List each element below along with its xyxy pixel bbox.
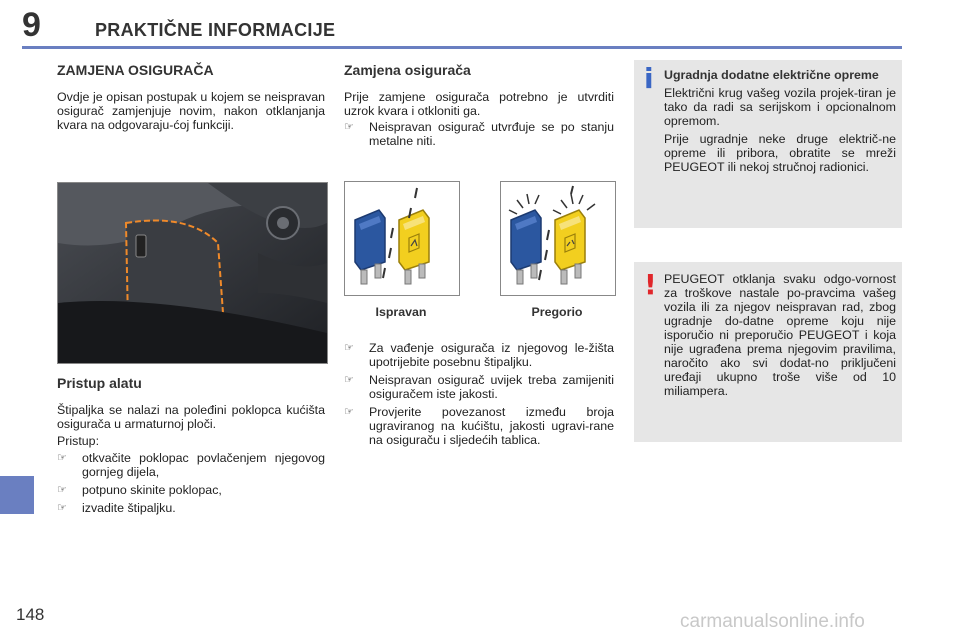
spark-icon	[509, 194, 595, 214]
list-item: ☞ Provjerite povezanost između broja ugraviranog na kućištu, jakosti ugravi-rane na osiguraču i sljedećih tablica.	[344, 405, 614, 447]
list-item: ☞ potpuno skinite poklopac,	[57, 483, 222, 497]
page-number: 148	[16, 605, 45, 624]
label-fuse-blown: Pregorio	[531, 305, 583, 319]
replacement-steps-list	[344, 341, 614, 447]
fuse-box-location-photo	[57, 182, 328, 364]
watermark: carmanualsonline.info	[680, 611, 865, 632]
dashboard-illustration	[58, 183, 327, 363]
access-steps-list	[57, 451, 325, 515]
fuse-ok-illustration	[344, 181, 460, 296]
pointing-hand-icon: ☞	[344, 342, 354, 354]
fuse-yellow-icon	[555, 210, 585, 284]
list-item: ☞ Za vađenje osigurača iz njegovog le-žišta upotrijebite posebnu štipaljku.	[344, 341, 614, 369]
pointing-hand-icon: ☞	[57, 452, 67, 464]
section-title-replacement: Zamjena osigurača	[344, 62, 471, 78]
label-fuse-ok: Ispravan	[375, 305, 427, 319]
section-title-fuse-replacement: ZAMJENA OSIGURAČA	[57, 62, 214, 78]
warning-paragraph: PEUGEOT otklanja svaku odgo-vornost za troškove nastale po-pravcima vašeg vozila ili za njegov neispravan rad, zbog ugradnje do-datne opreme koju nije isporučio ni preporučio PEUGEOT i koja nije ugrađena prema njegovim pravilima, naročito ako svi dodat-no priključeni uređaji ukupno troše više od 10 miliampera.	[664, 272, 896, 398]
info-paragraph-2: Prije ugradnje neke druge električ-ne opreme ili pribora, obratite se mreži PEUGEOT ili nekoj stručnoj radionici.	[664, 132, 896, 174]
info-icon: i	[644, 62, 654, 95]
fuse-blue-icon	[355, 210, 385, 284]
chapter-title: PRAKTIČNE INFORMACIJE	[95, 20, 336, 40]
section-title-tool-access: Pristup alatu	[57, 375, 142, 391]
warning-icon: !	[644, 268, 657, 301]
replacement-steps-section	[344, 341, 614, 451]
pointing-hand-icon: ☞	[344, 374, 354, 386]
replacement-intro: Prije zamjene osigurača potrebno je utvrditi uzrok kvara i otkloniti ga.	[344, 90, 614, 118]
chapter-side-tab	[0, 476, 34, 514]
warning-box	[634, 262, 902, 442]
list-item: ☞ otkvačite poklopac povlačenjem njegovog gornjeg dijela,	[57, 451, 325, 479]
info-title: Ugradnja dodatne električne opreme	[664, 68, 879, 82]
fuse-blown-illustration	[500, 181, 616, 296]
left-column	[57, 62, 325, 132]
fuse-blue-icon	[511, 210, 541, 284]
pointing-hand-icon: ☞	[57, 502, 67, 514]
pointing-hand-icon: ☞	[344, 121, 354, 133]
chapter-number: 9	[22, 6, 41, 44]
info-box-content	[664, 68, 896, 174]
header-rule	[22, 46, 902, 49]
list-item: ☞ Neispravan osigurač uvijek treba zamijeniti osiguračem iste jakosti.	[344, 373, 614, 401]
pointing-hand-icon: ☞	[57, 484, 67, 496]
pointing-hand-icon: ☞	[344, 406, 354, 418]
list-item: ☞ izvadite štipaljku.	[57, 501, 176, 515]
info-box	[634, 60, 902, 228]
warning-box-content	[664, 272, 896, 398]
access-label: Pristup:	[57, 434, 100, 448]
tool-access-section	[57, 375, 325, 519]
list-item: ☞ Neispravan osigurač utvrđuje se po stanju metalne niti.	[344, 120, 614, 148]
info-paragraph-1: Električni krug vašeg vozila projek-tiran je tako da radi sa serijskom i opcionalnom opremom.	[664, 86, 896, 128]
middle-column	[344, 62, 614, 152]
intro-paragraph: Ovdje je opisan postupak u kojem se neispravan osigurač zamjenjuje novim, nakon otklanjanja kvara na odgovaraju-ćoj funkciji.	[57, 90, 325, 132]
tool-location-paragraph: Štipaljka se nalazi na poleđini poklopca kućišta osigurača u armaturnoj ploči.	[57, 403, 325, 431]
check-list	[344, 120, 614, 148]
fuse-yellow-icon	[399, 210, 429, 284]
